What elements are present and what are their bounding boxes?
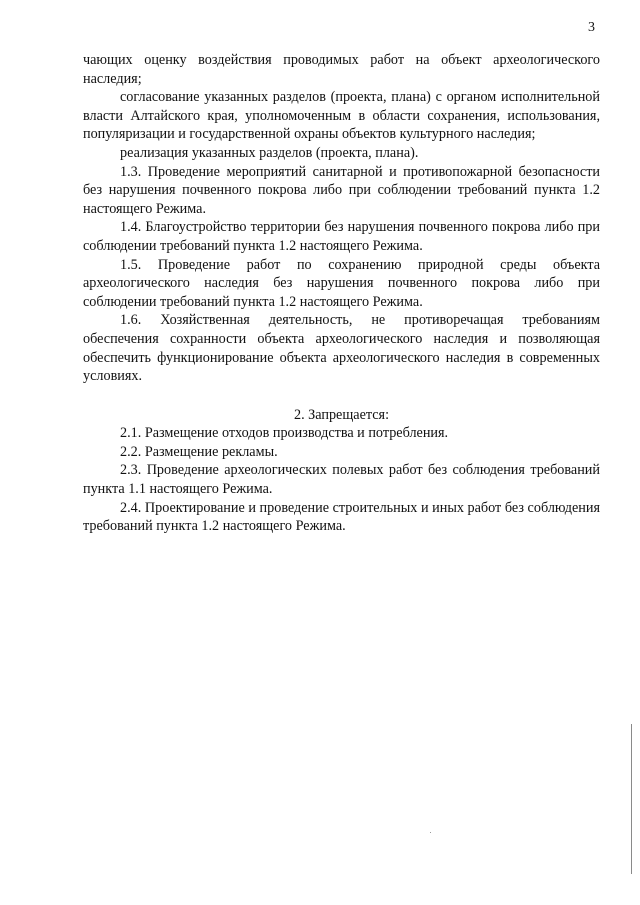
paragraph-implementation: реализация указанных разделов (проекта, плана). — [120, 144, 419, 161]
paragraph-2-1: 2.1. Размещение отходов производства и потребления. — [120, 425, 449, 442]
paragraph-2-2: 2.2. Размещение рекламы. — [120, 443, 278, 460]
paragraph-2-3: 2.3. Проведение археологических полевых работ без соблюдения требований пункта 1.1 настоящего Режима. — [83, 462, 600, 498]
paragraph-1-5: 1.5. Проведение работ по сохранению природной среды объекта археологического наследия без нарушения почвенного покрова либо при соблюдении требований пункта 1.2 настоящего Режима. — [83, 256, 600, 310]
paragraph-continuation: чающих оценку воздействия проводимых работ на объект археологического наследия; — [83, 52, 600, 87]
page-number: 3 — [588, 20, 595, 35]
section-2-heading: 2. Запрещается: — [293, 406, 390, 423]
document-body — [83, 51, 600, 536]
scan-speck — [430, 832, 431, 833]
paragraph-2-4: 2.4. Проектирование и проведение строительных и иных работ без соблюдения требований пункта 1.2 настоящего Режима. — [83, 499, 600, 535]
paragraph-approval: согласование указанных разделов (проекта, плана) с органом исполнительной власти Алтайского края, уполномоченным в области сохранения, использования, популяризации и государственной охраны объектов культурного наследия; — [83, 89, 600, 143]
scan-edge-line — [631, 724, 632, 874]
paragraph-1-4: 1.4. Благоустройство территории без нарушения почвенного покрова либо при соблюдении требований пункта 1.2 настоящего Режима. — [83, 219, 600, 254]
paragraph-1-3: 1.3. Проведение мероприятий санитарной и противопожарной безопасности без нарушения почвенного покрова либо при соблюдении требований пункта 1.2 настоящего Режима. — [83, 163, 600, 217]
paragraph-1-6: 1.6. Хозяйственная деятельность, не противоречащая требованиям обеспечения сохранности объекта археологического наследия и позволяющая обеспечить функционирование объекта археологического наследия в современных условиях. — [83, 312, 600, 385]
